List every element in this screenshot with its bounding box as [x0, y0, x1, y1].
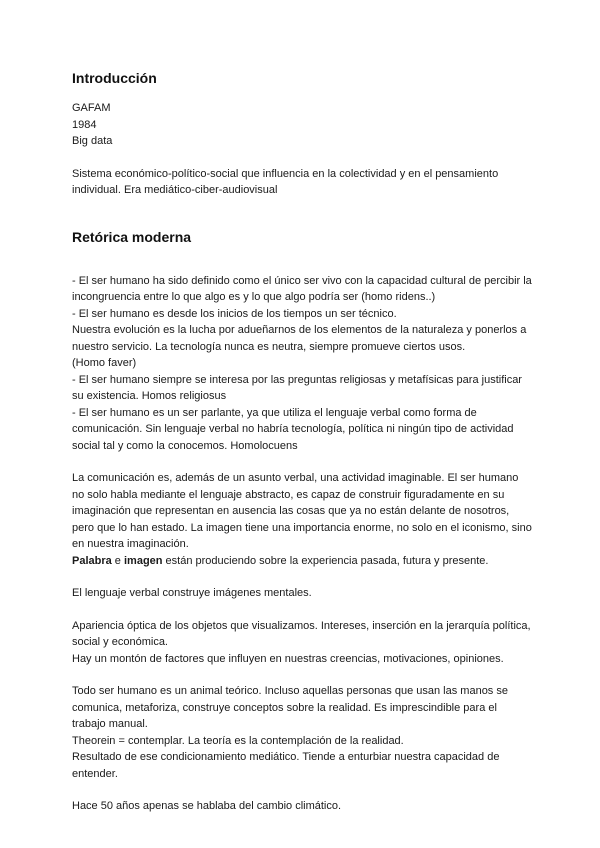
paragraph: Resultado de ese condicionamiento mediático. Tiende a enturbiar nuestra capacidad de entender.	[72, 751, 500, 780]
document-content	[72, 68, 532, 815]
paragraph: Nuestra evolución es la lucha por adueñarnos de los elementos de la naturaleza y ponerlos a nuestro servicio. La tecnología nunca es neutra, siempre promueve ciertos usos.	[72, 324, 527, 353]
text: están produciendo sobre la experiencia pasada, futura y presente.	[162, 554, 489, 567]
paragraph: El lenguaje verbal construye imágenes mentales.	[72, 587, 312, 599]
paragraph: Hay un montón de factores que influyen en nuestras creencias, motivaciones, opiniones.	[72, 652, 504, 665]
paragraph: - El ser humano es desde los inicios de los tiempos un ser técnico.	[72, 307, 397, 320]
list-item: GAFAM	[72, 102, 111, 114]
list-item: 1984	[72, 118, 97, 131]
section-title-introduccion: Introducción	[72, 70, 157, 86]
paragraph: Theorein = contemplar. La teoría es la contemplación de la realidad.	[72, 734, 404, 747]
text: e	[111, 554, 124, 567]
paragraph: Todo ser humano es un animal teórico. Incluso aquellas personas que usan las manos se comunica, metaforiza, construye conceptos sobre la realidad. Es imprescindible para el trabajo manual.	[72, 685, 508, 730]
bold-word: imagen	[123, 554, 163, 567]
paragraph: Hace 50 años apenas se hablaba del cambio climático.	[72, 800, 342, 812]
homo-list	[72, 273, 532, 455]
intro-paragraph: Sistema económico-político-social que influencia en la colectividad y en el pensamiento individual. Era mediático-ciber-audiovisual	[72, 167, 499, 196]
paragraph-bold-line	[72, 553, 532, 570]
paragraph: - El ser humano es un ser parlante, ya que utiliza el lenguaje verbal como forma de comunicación. Sin lenguaje verbal no habría tecnología, política ni ningún tipo de actividad social tal y como la conocemos. Homolocuens	[72, 406, 514, 452]
paragraph: - El ser humano siempre se interesa por las preguntas religiosas y metafísicas para justificar su existencia. Homos religiosus	[72, 373, 522, 402]
list-item: Big data	[72, 135, 113, 147]
paragraph: Apariencia óptica de los objetos que visualizamos. Intereses, inserción en la jerarquía política, social y económica.	[72, 619, 531, 648]
paragraph: (Homo faver)	[72, 357, 137, 369]
paragraph: La comunicación es, además de un asunto verbal, una actividad imaginable. El ser humano no solo habla mediante el lenguaje abstracto, es capaz de construir figuradamente en su imaginación que representan en ausencia las cosas que ya no están delante de nosotros, pero que lo han estado. La imagen tiene una importancia enorme, no solo en el iconismo, sino en nuestra imaginación.	[72, 472, 532, 550]
bold-word: Palabra	[72, 554, 112, 567]
keyword-list	[72, 100, 532, 150]
section-title-retorica: Retórica moderna	[72, 228, 192, 245]
paragraph: - El ser humano ha sido definido como el único ser vivo con la capacidad cultural de percibir la incongruencia entre lo que algo es y lo que algo podría ser (homo ridens..)	[72, 274, 532, 303]
